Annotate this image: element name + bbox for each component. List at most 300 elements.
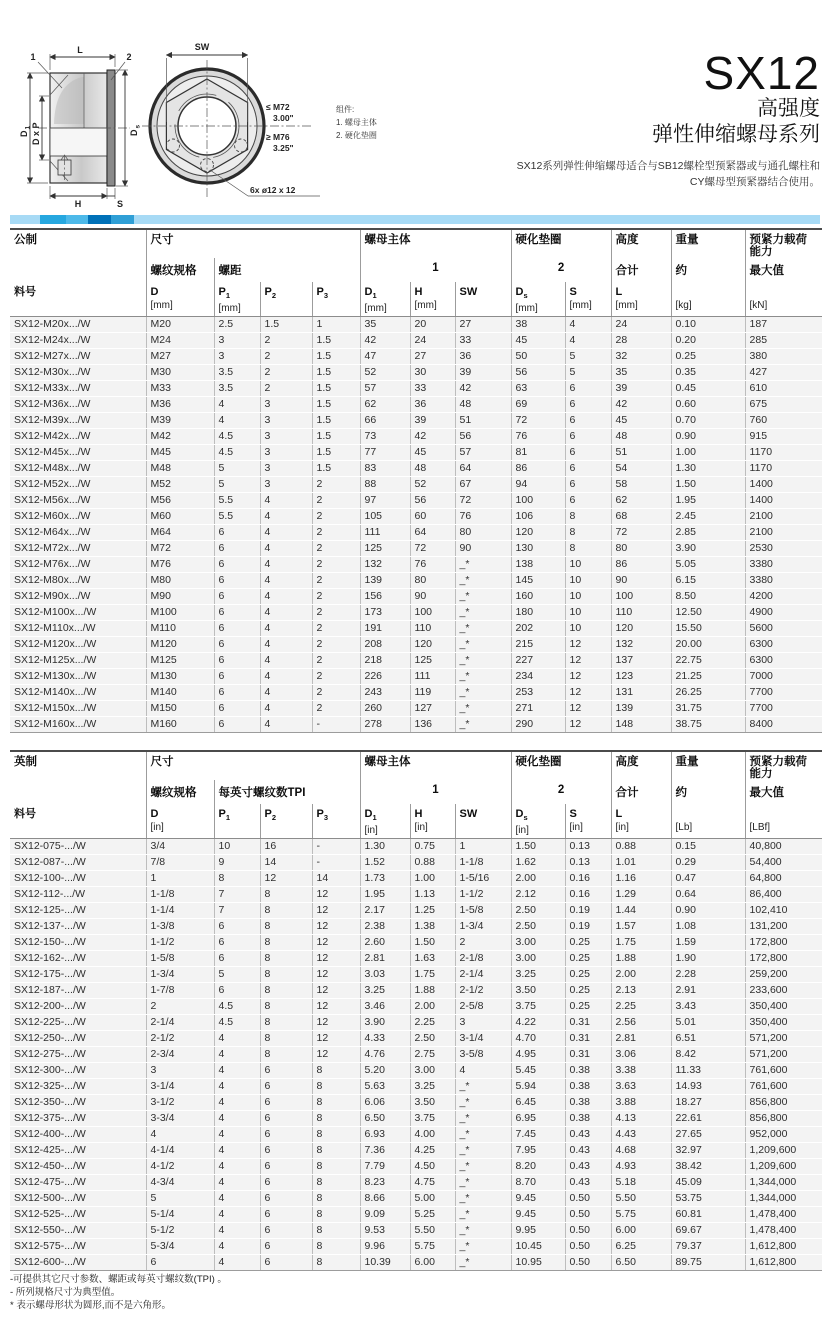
value-cell: 3 xyxy=(260,445,312,461)
value-cell: M45 xyxy=(146,445,214,461)
value-cell: 4.22 xyxy=(511,1015,565,1031)
value-cell: 761,600 xyxy=(745,1079,822,1095)
value-cell: 0.13 xyxy=(565,839,611,855)
part-number-cell: SX12-575-.../W xyxy=(10,1239,146,1255)
value-cell: 4 xyxy=(260,605,312,621)
value-cell: 136 xyxy=(410,717,455,733)
value-cell: - xyxy=(312,839,360,855)
table-row xyxy=(10,903,822,919)
part-number-cell: SX12-M72x.../W xyxy=(10,541,146,557)
column-header: $P_2$ xyxy=(260,804,312,839)
value-cell: 105 xyxy=(360,509,410,525)
metric-table-section xyxy=(10,228,822,733)
value-cell: 12 xyxy=(565,653,611,669)
value-cell: 53.75 xyxy=(671,1191,745,1207)
table-row xyxy=(10,573,822,589)
table-row xyxy=(10,477,822,493)
value-cell: 1170 xyxy=(745,445,822,461)
value-cell: 2 xyxy=(312,701,360,717)
divider-bar-segment xyxy=(111,215,134,224)
value-cell: 4.70 xyxy=(511,1031,565,1047)
size-note-small-thread: ≤ M72 xyxy=(266,102,290,112)
value-cell: 8 xyxy=(312,1175,360,1191)
part-number-cell: SX12-M56x.../W xyxy=(10,493,146,509)
value-cell: 5.63 xyxy=(360,1079,410,1095)
value-cell: 2 xyxy=(312,573,360,589)
value-cell: 290 xyxy=(511,717,565,733)
value-cell: 187 xyxy=(745,317,822,333)
value-cell: 1 xyxy=(455,839,511,855)
value-cell: 1.5 xyxy=(312,461,360,477)
part-number-cell: SX12-425-.../W xyxy=(10,1143,146,1159)
value-cell: 1-5/8 xyxy=(455,903,511,919)
value-cell: 234 xyxy=(511,669,565,685)
value-cell: 12 xyxy=(312,1031,360,1047)
value-cell: 2.5 xyxy=(214,317,260,333)
value-cell: 4.93 xyxy=(611,1159,671,1175)
part-number-cell: SX12-137-.../W xyxy=(10,919,146,935)
value-cell: 7.95 xyxy=(511,1143,565,1159)
value-cell: 260 xyxy=(360,701,410,717)
value-cell: 4 xyxy=(214,413,260,429)
value-cell: 4 xyxy=(260,541,312,557)
value-cell: 60.81 xyxy=(671,1207,745,1223)
value-cell: 3.25 xyxy=(511,967,565,983)
dim-label-dxp xyxy=(31,122,41,145)
value-cell: 6 xyxy=(565,493,611,509)
value-cell: 131 xyxy=(611,685,671,701)
pitch-header: 螺距 xyxy=(214,258,360,282)
value-cell: 5.00 xyxy=(410,1191,455,1207)
value-cell: 3 xyxy=(260,397,312,413)
value-cell: 3380 xyxy=(745,557,822,573)
value-cell: 172,800 xyxy=(745,951,822,967)
metric-spec-table xyxy=(10,228,822,733)
value-cell: 1.5 xyxy=(312,349,360,365)
value-cell: M24 xyxy=(146,333,214,349)
value-cell: _* xyxy=(455,1079,511,1095)
value-cell: 1 xyxy=(312,317,360,333)
value-cell: 131,200 xyxy=(745,919,822,935)
value-cell: 88 xyxy=(360,477,410,493)
value-cell: 3 xyxy=(455,1015,511,1031)
value-cell: 6 xyxy=(214,653,260,669)
value-cell: 12 xyxy=(312,951,360,967)
column-header: L [mm] xyxy=(611,282,671,317)
value-cell: 427 xyxy=(745,365,822,381)
value-cell: 130 xyxy=(511,541,565,557)
table-row xyxy=(10,429,822,445)
value-cell: 675 xyxy=(745,397,822,413)
value-cell: 1.30 xyxy=(360,839,410,855)
part-number-cell: SX12-150-.../W xyxy=(10,935,146,951)
value-cell: 100 xyxy=(611,589,671,605)
part-number-cell: SX12-400-.../W xyxy=(10,1127,146,1143)
value-cell: 6 xyxy=(214,919,260,935)
value-cell: 90 xyxy=(455,541,511,557)
value-cell: M72 xyxy=(146,541,214,557)
value-cell: 0.25 xyxy=(671,349,745,365)
value-cell: 4 xyxy=(214,1143,260,1159)
value-cell: 14 xyxy=(312,871,360,887)
value-cell: 72 xyxy=(511,413,565,429)
value-cell: 6.95 xyxy=(511,1111,565,1127)
column-header: $P_1$ xyxy=(214,804,260,839)
table-row xyxy=(10,445,822,461)
value-cell: 1.08 xyxy=(671,919,745,935)
svg-text:D: D xyxy=(129,129,139,136)
value-cell: 1.29 xyxy=(611,887,671,903)
value-cell: 7 xyxy=(214,903,260,919)
value-cell: 4.95 xyxy=(511,1047,565,1063)
value-cell: M27 xyxy=(146,349,214,365)
value-cell: 0.47 xyxy=(671,871,745,887)
value-cell: 3.90 xyxy=(671,541,745,557)
value-cell: 1.57 xyxy=(611,919,671,935)
value-cell: 2.00 xyxy=(410,999,455,1015)
value-cell: 45 xyxy=(611,413,671,429)
empty-header-cell xyxy=(10,258,146,282)
value-cell: 8.66 xyxy=(360,1191,410,1207)
value-cell: 4 xyxy=(260,573,312,589)
value-cell: M30 xyxy=(146,365,214,381)
value-cell: 0.25 xyxy=(565,935,611,951)
value-cell: 4 xyxy=(260,669,312,685)
value-cell: 3.38 xyxy=(611,1063,671,1079)
value-cell: 10.39 xyxy=(360,1255,410,1271)
value-cell: 0.50 xyxy=(565,1255,611,1271)
svg-text:s: s xyxy=(134,124,142,129)
value-cell: 10 xyxy=(565,573,611,589)
value-cell: 6 xyxy=(214,557,260,573)
value-cell: 22.61 xyxy=(671,1111,745,1127)
value-cell: 2 xyxy=(312,477,360,493)
value-cell: 137 xyxy=(611,653,671,669)
value-cell: 6.50 xyxy=(611,1255,671,1271)
table-row xyxy=(10,1079,822,1095)
value-cell: 139 xyxy=(611,701,671,717)
part-number-cell: SX12-525-.../W xyxy=(10,1207,146,1223)
column-header: S [mm] xyxy=(565,282,611,317)
value-cell: 0.19 xyxy=(565,903,611,919)
table-row xyxy=(10,701,822,717)
value-cell: 36 xyxy=(410,397,455,413)
column-header: S [in] xyxy=(565,804,611,839)
weight-group-header: 重量 xyxy=(671,229,745,258)
description-line-2: CY螺母型预紧器结合使用。 xyxy=(689,175,820,188)
value-cell: 123 xyxy=(611,669,671,685)
value-cell: 97 xyxy=(360,493,410,509)
value-cell: 3-5/8 xyxy=(455,1047,511,1063)
value-cell: 6 xyxy=(565,413,611,429)
part-number-cell: SX12-550-.../W xyxy=(10,1223,146,1239)
part-number-cell: SX12-100-.../W xyxy=(10,871,146,887)
value-cell: 4 xyxy=(565,333,611,349)
value-cell: _* xyxy=(455,669,511,685)
value-cell: 1400 xyxy=(745,477,822,493)
value-cell: 0.75 xyxy=(410,839,455,855)
value-cell: 4 xyxy=(260,509,312,525)
value-cell: 38.75 xyxy=(671,717,745,733)
value-cell: 8400 xyxy=(745,717,822,733)
part-number-cell: SX12-087-.../W xyxy=(10,855,146,871)
value-cell: 6 xyxy=(214,685,260,701)
value-cell: 86 xyxy=(511,461,565,477)
value-cell: 8 xyxy=(312,1207,360,1223)
value-cell: 2.50 xyxy=(511,903,565,919)
value-cell: 0.35 xyxy=(671,365,745,381)
nut-body-number: 1 xyxy=(360,780,511,804)
value-cell: 5.75 xyxy=(410,1239,455,1255)
part-number-cell: SX12-300-.../W xyxy=(10,1063,146,1079)
value-cell: 0.25 xyxy=(565,967,611,983)
value-cell: _* xyxy=(455,1175,511,1191)
value-cell: 47 xyxy=(360,349,410,365)
value-cell: 0.90 xyxy=(671,903,745,919)
value-cell: 138 xyxy=(511,557,565,573)
value-cell: 64 xyxy=(410,525,455,541)
value-cell: _* xyxy=(455,1127,511,1143)
value-cell: 3-1/2 xyxy=(146,1095,214,1111)
total-header: 合计 xyxy=(611,780,671,804)
value-cell: 4 xyxy=(260,493,312,509)
value-cell: 26.25 xyxy=(671,685,745,701)
part-number-cell: SX12-M30x.../W xyxy=(10,365,146,381)
column-header: $D_s$ [mm] xyxy=(511,282,565,317)
part-number-cell: SX12-M90x.../W xyxy=(10,589,146,605)
value-cell: 1.25 xyxy=(410,903,455,919)
value-cell: _* xyxy=(455,717,511,733)
value-cell: 4.5 xyxy=(214,445,260,461)
value-cell: 2.81 xyxy=(611,1031,671,1047)
subtitle-series: 弹性伸缩螺母系列 xyxy=(652,123,820,147)
value-cell: 6 xyxy=(214,935,260,951)
value-cell: 52 xyxy=(360,365,410,381)
value-cell: 8 xyxy=(312,1111,360,1127)
value-cell: 6 xyxy=(214,983,260,999)
value-cell: 6.00 xyxy=(611,1223,671,1239)
part-number-cell: SX12-375-.../W xyxy=(10,1111,146,1127)
value-cell: 9.96 xyxy=(360,1239,410,1255)
imperial-spec-table xyxy=(10,750,822,1271)
part-number-cell: SX12-162-.../W xyxy=(10,951,146,967)
value-cell: 48 xyxy=(611,429,671,445)
table-row xyxy=(10,855,822,871)
value-cell: 86,400 xyxy=(745,887,822,903)
value-cell: 2 xyxy=(312,493,360,509)
value-cell: 4.5 xyxy=(214,999,260,1015)
value-cell: 259,200 xyxy=(745,967,822,983)
value-cell: 202 xyxy=(511,621,565,637)
value-cell: 4.43 xyxy=(611,1127,671,1143)
weight-group-header: 重量 xyxy=(671,751,745,780)
value-cell: 38.42 xyxy=(671,1159,745,1175)
table-row xyxy=(10,935,822,951)
part-number-cell: SX12-350-.../W xyxy=(10,1095,146,1111)
footnotes xyxy=(10,1273,227,1312)
value-cell: 4.25 xyxy=(410,1143,455,1159)
part-number-cell: SX12-M52x.../W xyxy=(10,477,146,493)
table-row xyxy=(10,605,822,621)
value-cell: 172,800 xyxy=(745,935,822,951)
description-line-1: SX12系列弹性伸缩螺母适合与SB12螺栓型预紧器或与通孔螺柱和 xyxy=(516,159,820,172)
value-cell: 89.75 xyxy=(671,1255,745,1271)
value-cell: 1.50 xyxy=(671,477,745,493)
part-number-cell: SX12-M45x.../W xyxy=(10,445,146,461)
value-cell: 6 xyxy=(260,1255,312,1271)
part-number-cell: SX12-M39x.../W xyxy=(10,413,146,429)
section-divider-bar xyxy=(10,215,820,224)
value-cell: _* xyxy=(455,589,511,605)
value-cell: 0.29 xyxy=(671,855,745,871)
value-cell: 253 xyxy=(511,685,565,701)
value-cell: 8 xyxy=(565,509,611,525)
value-cell: 4 xyxy=(214,1063,260,1079)
value-cell: 3.50 xyxy=(511,983,565,999)
value-cell: 6 xyxy=(260,1063,312,1079)
value-cell: 27 xyxy=(455,317,511,333)
value-cell: 5 xyxy=(565,365,611,381)
value-cell: 1.50 xyxy=(511,839,565,855)
components-title: 组件: xyxy=(336,105,355,114)
value-cell: 31.75 xyxy=(671,701,745,717)
value-cell: 8 xyxy=(260,983,312,999)
value-cell: M20 xyxy=(146,317,214,333)
value-cell: 38 xyxy=(511,317,565,333)
value-cell: 6 xyxy=(214,717,260,733)
value-cell: 42 xyxy=(455,381,511,397)
value-cell: 3 xyxy=(146,1063,214,1079)
divider-bar-segment xyxy=(40,215,66,224)
total-header: 合计 xyxy=(611,258,671,282)
value-cell: 32.97 xyxy=(671,1143,745,1159)
value-cell: 5.94 xyxy=(511,1079,565,1095)
table-row xyxy=(10,999,822,1015)
value-cell: 2.56 xyxy=(611,1015,671,1031)
value-cell: 2.00 xyxy=(611,967,671,983)
value-cell: 69 xyxy=(511,397,565,413)
value-cell: 2.81 xyxy=(360,951,410,967)
value-cell: M56 xyxy=(146,493,214,509)
value-cell: 1.5 xyxy=(312,365,360,381)
value-cell: M33 xyxy=(146,381,214,397)
value-cell: 8 xyxy=(312,1143,360,1159)
value-cell: 2.25 xyxy=(410,1015,455,1031)
value-cell: 8 xyxy=(312,1223,360,1239)
value-cell: 12 xyxy=(565,717,611,733)
dim-label-ds xyxy=(129,125,142,137)
value-cell: 3380 xyxy=(745,573,822,589)
value-cell: 2 xyxy=(260,365,312,381)
table-row xyxy=(10,967,822,983)
table-row xyxy=(10,1191,822,1207)
value-cell: 10 xyxy=(565,557,611,573)
value-cell: 3.75 xyxy=(511,999,565,1015)
holes-callout: 6x ø12 x 12 xyxy=(250,185,296,195)
value-cell: 5.25 xyxy=(410,1207,455,1223)
value-cell: 6 xyxy=(260,1191,312,1207)
value-cell: 1.59 xyxy=(671,935,745,951)
value-cell: 8 xyxy=(260,1015,312,1031)
value-cell: 30 xyxy=(410,365,455,381)
value-cell: 1.00 xyxy=(410,871,455,887)
column-header: L [in] xyxy=(611,804,671,839)
value-cell: 2 xyxy=(312,637,360,653)
value-cell: 32 xyxy=(611,349,671,365)
nut-body-group-header: 螺母主体 xyxy=(360,751,511,780)
value-cell: 42 xyxy=(410,429,455,445)
value-cell: 0.13 xyxy=(565,855,611,871)
value-cell: 76 xyxy=(511,429,565,445)
footnote-1: -可提供其它尺寸参数、螺距或每英寸螺纹数(TPI) 。 xyxy=(10,1274,227,1285)
table-row xyxy=(10,525,822,541)
part-number-cell: SX12-M125x.../W xyxy=(10,653,146,669)
value-cell: 6 xyxy=(214,621,260,637)
part-number-cell: SX12-M60x.../W xyxy=(10,509,146,525)
divider-bar-segment xyxy=(134,215,820,224)
value-cell: 5 xyxy=(214,967,260,983)
value-cell: 83 xyxy=(360,461,410,477)
front-view xyxy=(142,42,320,197)
value-cell: 5.5 xyxy=(214,493,260,509)
svg-text:D: D xyxy=(19,130,29,137)
value-cell: 0.64 xyxy=(671,887,745,903)
value-cell: 67 xyxy=(455,477,511,493)
value-cell: 1.75 xyxy=(611,935,671,951)
column-header: $P_2$ xyxy=(260,282,312,317)
table-row xyxy=(10,1143,822,1159)
part-number-cell: SX12-M20x.../W xyxy=(10,317,146,333)
part-number-cell: SX12-M140x.../W xyxy=(10,685,146,701)
value-cell: 3 xyxy=(260,477,312,493)
value-cell: 0.16 xyxy=(565,871,611,887)
value-cell: 0.25 xyxy=(565,983,611,999)
value-cell: 125 xyxy=(410,653,455,669)
value-cell: 12 xyxy=(312,1015,360,1031)
value-cell: 76 xyxy=(410,557,455,573)
part-number-cell: SX12-200-.../W xyxy=(10,999,146,1015)
part-number-cell: SX12-175-.../W xyxy=(10,967,146,983)
table-row xyxy=(10,1095,822,1111)
value-cell: 12 xyxy=(565,637,611,653)
value-cell: 6.00 xyxy=(410,1255,455,1271)
table-row xyxy=(10,871,822,887)
value-cell: 5-3/4 xyxy=(146,1239,214,1255)
table-row xyxy=(10,333,822,349)
value-cell: 39 xyxy=(455,365,511,381)
table-row xyxy=(10,317,822,333)
value-cell: 3 xyxy=(260,413,312,429)
value-cell: 2.12 xyxy=(511,887,565,903)
value-cell: 62 xyxy=(360,397,410,413)
table-row xyxy=(10,1175,822,1191)
callout-1: 1 xyxy=(30,52,36,62)
value-cell: 51 xyxy=(455,413,511,429)
value-cell: 4 xyxy=(214,1031,260,1047)
value-cell: 106 xyxy=(511,509,565,525)
value-cell: 3-3/4 xyxy=(146,1111,214,1127)
value-cell: 6 xyxy=(214,573,260,589)
value-cell: _* xyxy=(455,621,511,637)
value-cell: 110 xyxy=(611,605,671,621)
value-cell: _* xyxy=(455,1095,511,1111)
value-cell: 5.01 xyxy=(671,1015,745,1031)
value-cell: 2 xyxy=(260,349,312,365)
value-cell: 102,410 xyxy=(745,903,822,919)
value-cell: 6 xyxy=(260,1223,312,1239)
table-row xyxy=(10,983,822,999)
value-cell: 2 xyxy=(312,685,360,701)
